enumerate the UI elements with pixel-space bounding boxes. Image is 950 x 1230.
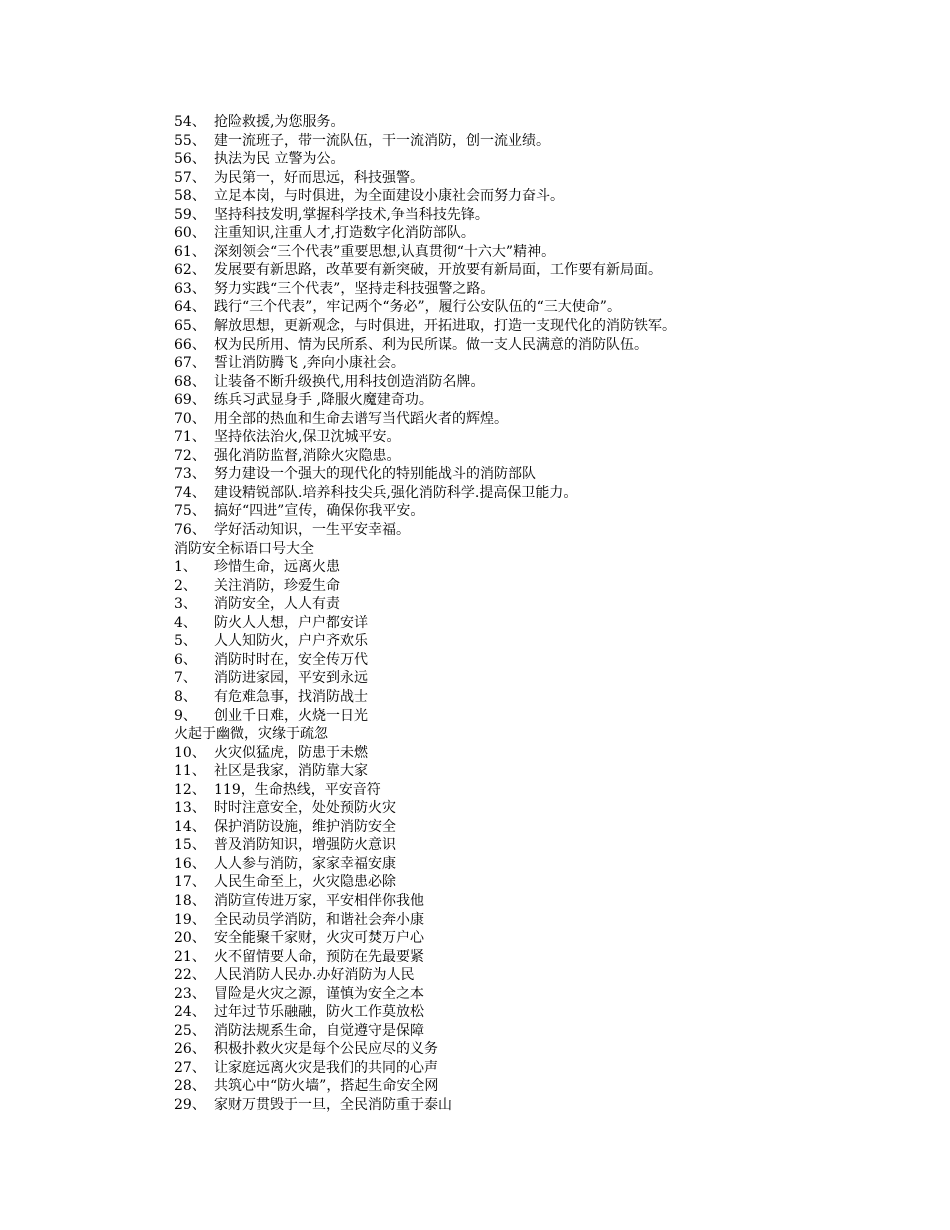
item-text: 为民第一，好而思远，科技强警。 — [214, 169, 424, 186]
item-text: 消防法规系生命，自觉遵守是保障 — [214, 1022, 424, 1039]
list-item — [174, 669, 914, 688]
item-number: 60、 — [174, 225, 206, 242]
item-number: 19、 — [174, 911, 206, 928]
item-number: 72、 — [174, 447, 206, 464]
item-number: 4、 — [174, 614, 197, 631]
item-text: 人民消防人民办.办好消防为人民 — [214, 967, 415, 984]
item-text: 解放思想，更新观念，与时俱进，开拓进取，打造一支现代化的消防铁军。 — [214, 318, 676, 335]
item-number: 58、 — [174, 188, 206, 205]
slogan-list — [174, 113, 914, 1115]
list-item — [174, 298, 914, 317]
list-item — [174, 280, 914, 299]
item-text: 立足本岗，与时俱进，为全面建设小康社会而努力奋斗。 — [214, 188, 564, 205]
item-number: 3、 — [174, 596, 197, 613]
item-number: 9、 — [174, 707, 197, 724]
item-text: 人民生命至上，火灾隐患必除 — [214, 874, 396, 891]
item-text: 积极扑救火灾是每个公民应尽的义务 — [214, 1041, 438, 1058]
item-text: 消防安全，人人有责 — [214, 596, 340, 613]
item-text: 社区是我家，消防靠大家 — [214, 763, 368, 780]
item-number: 28、 — [174, 1078, 206, 1095]
item-text: 注重知识,注重人才,打造数字化消防部队。 — [214, 225, 475, 242]
list-item — [174, 799, 914, 818]
item-text: 共筑心中“防火墙”，搭起生命安全网 — [214, 1078, 439, 1095]
item-text: 建设精锐部队.培养科技尖兵,强化消防科学.提高保卫能力。 — [214, 484, 578, 501]
item-number: 29、 — [174, 1096, 206, 1113]
item-text: 权为民所用、情为民所系、利为民所谋。做一支人民满意的消防队伍。 — [214, 336, 648, 353]
item-number: 67、 — [174, 355, 206, 372]
item-number: 8、 — [174, 688, 197, 705]
list-item — [174, 762, 914, 781]
item-text: 家财万贯毁于一旦，全民消防重于泰山 — [214, 1096, 452, 1113]
item-text: 用全部的热血和生命去谱写当代蹈火者的辉煌。 — [214, 410, 508, 427]
item-number: 69、 — [174, 392, 206, 409]
item-text: 发展要有新思路，改革要有新突破，开放要有新局面，工作要有新局面。 — [214, 262, 662, 279]
item-number: 20、 — [174, 930, 206, 947]
list-item — [174, 187, 914, 206]
list-item — [174, 354, 914, 373]
item-number: 63、 — [174, 280, 206, 297]
item-text: 努力建设一个强大的现代化的特别能战斗的消防部队 — [214, 466, 536, 483]
list-item — [174, 132, 914, 151]
item-text: 抢险救援,为您服务。 — [214, 114, 345, 130]
list-item — [174, 577, 914, 596]
list-item — [174, 558, 914, 577]
item-number: 1、 — [174, 559, 197, 576]
list-item — [174, 892, 914, 911]
item-text: 有危难急事，找消防战士 — [214, 688, 368, 705]
item-text: 誓让消防腾飞 ,奔向小康社会。 — [214, 355, 405, 372]
item-number: 16、 — [174, 855, 206, 872]
item-number: 25、 — [174, 1022, 206, 1039]
list-item — [174, 1003, 914, 1022]
list-item — [174, 744, 914, 763]
item-text: 努力实践“三个代表”，坚持走科技强警之路。 — [214, 280, 495, 297]
list-item — [174, 1077, 914, 1096]
item-number: 23、 — [174, 985, 206, 1002]
item-text: 让家庭远离火灾是我们的共同的心声 — [214, 1059, 438, 1076]
item-number: 68、 — [174, 373, 206, 390]
item-number: 75、 — [174, 503, 206, 520]
list-item — [174, 484, 914, 503]
list-item — [174, 224, 914, 243]
item-text: 消防时时在，安全传万代 — [214, 651, 368, 668]
item-text: 学好活动知识，一生平安幸福。 — [214, 522, 410, 539]
item-text: 坚持科技发明,掌握科学技术,争当科技先锋。 — [214, 206, 489, 223]
item-number: 64、 — [174, 299, 206, 316]
item-text: 践行“三个代表”，牢记两个“务必”，履行公安队伍的“三大使命”。 — [214, 299, 621, 316]
list-item — [174, 966, 914, 985]
list-item — [174, 465, 914, 484]
item-text: 搞好“四进”宣传，确保你我平安。 — [214, 503, 425, 520]
item-number: 76、 — [174, 522, 206, 539]
list-item — [174, 428, 914, 447]
list-item — [174, 261, 914, 280]
item-text: 过年过节乐融融，防火工作莫放松 — [214, 1004, 424, 1021]
item-text: 坚持依法治火,保卫沈城平安。 — [214, 429, 401, 446]
item-number: 2、 — [174, 577, 197, 594]
list-item — [174, 502, 914, 521]
list-item — [174, 855, 914, 874]
list-item — [174, 521, 914, 540]
item-text: 珍惜生命，远离火患 — [214, 559, 340, 576]
item-text: 冒险是火灾之源，谨慎为安全之本 — [214, 985, 424, 1002]
heading-text: 火起于幽微，灾缘于疏忽 — [174, 726, 328, 743]
item-text: 关注消防，珍爱生命 — [214, 577, 340, 594]
item-number: 18、 — [174, 892, 206, 909]
item-number: 13、 — [174, 800, 206, 817]
item-number: 73、 — [174, 466, 206, 483]
item-text: 深刻领会“三个代表”重要思想,认真贯彻“十六大”精神。 — [214, 243, 556, 260]
item-text: 消防进家园，平安到永远 — [214, 670, 368, 687]
list-item — [174, 911, 914, 930]
list-item — [174, 836, 914, 855]
list-item — [174, 985, 914, 1004]
item-number: 66、 — [174, 336, 206, 353]
item-number: 54、 — [174, 114, 206, 130]
list-item — [174, 818, 914, 837]
item-number: 12、 — [174, 781, 206, 798]
item-number: 59、 — [174, 206, 206, 223]
item-number: 17、 — [174, 874, 206, 891]
item-number: 22、 — [174, 967, 206, 984]
item-number: 6、 — [174, 651, 197, 668]
item-text: 强化消防监督,消除火灾隐患。 — [214, 447, 401, 464]
item-text: 消防宣传进万家，平安相伴你我他 — [214, 892, 424, 909]
item-text: 创业千日难，火烧一日光 — [214, 707, 368, 724]
list-item — [174, 373, 914, 392]
item-number: 15、 — [174, 837, 206, 854]
list-item — [174, 948, 914, 967]
item-text: 让装备不断升级换代,用科技创造消防名牌。 — [214, 373, 485, 390]
item-number: 62、 — [174, 262, 206, 279]
list-item — [174, 614, 914, 633]
list-item — [174, 336, 914, 355]
list-item — [174, 651, 914, 670]
item-number: 61、 — [174, 243, 206, 260]
item-text: 时时注意安全，处处预防火灾 — [214, 800, 396, 817]
item-number: 7、 — [174, 670, 197, 687]
section-heading — [174, 725, 914, 744]
list-item — [174, 595, 914, 614]
item-number: 10、 — [174, 744, 206, 761]
item-number: 11、 — [174, 763, 206, 780]
list-item — [174, 169, 914, 188]
item-text: 火灾似猛虎，防患于未燃 — [214, 744, 368, 761]
item-number: 21、 — [174, 948, 206, 965]
list-item — [174, 410, 914, 429]
item-number: 24、 — [174, 1004, 206, 1021]
item-number: 55、 — [174, 132, 206, 149]
list-item — [174, 873, 914, 892]
list-item — [174, 781, 914, 800]
item-text: 执法为民 立警为公。 — [214, 151, 345, 168]
item-number: 71、 — [174, 429, 206, 446]
list-item — [174, 243, 914, 262]
item-number: 57、 — [174, 169, 206, 186]
item-text: 普及消防知识，增强防火意识 — [214, 837, 396, 854]
section-heading — [174, 540, 914, 559]
list-item — [174, 929, 914, 948]
list-item — [174, 317, 914, 336]
item-text: 人人参与消防，家家幸福安康 — [214, 855, 396, 872]
item-text: 安全能聚千家财，火灾可焚万户心 — [214, 930, 424, 947]
item-number: 56、 — [174, 151, 206, 168]
item-number: 5、 — [174, 633, 197, 650]
list-item — [174, 113, 914, 132]
item-number: 14、 — [174, 818, 206, 835]
item-number: 65、 — [174, 318, 206, 335]
list-item — [174, 1040, 914, 1059]
list-item — [174, 1096, 914, 1115]
item-text: 人人知防火，户户齐欢乐 — [214, 633, 368, 650]
item-text: 火不留情要人命，预防在先最要紧 — [214, 948, 424, 965]
list-item — [174, 391, 914, 410]
item-text: 保护消防设施，维护消防安全 — [214, 818, 396, 835]
item-text: 练兵习武显身手 ,降服火魔建奇功。 — [214, 392, 433, 409]
list-item — [174, 1059, 914, 1078]
list-item — [174, 632, 914, 651]
list-item — [174, 206, 914, 225]
list-item — [174, 707, 914, 726]
item-text: 全民动员学消防，和谐社会奔小康 — [214, 911, 424, 928]
list-item — [174, 447, 914, 466]
item-number: 26、 — [174, 1041, 206, 1058]
item-number: 74、 — [174, 484, 206, 501]
list-item — [174, 688, 914, 707]
heading-text: 消防安全标语口号大全 — [174, 540, 314, 557]
list-item — [174, 1022, 914, 1041]
item-text: 119，生命热线，平安音符 — [214, 781, 381, 798]
list-item — [174, 150, 914, 169]
item-text: 防火人人想，户户都安详 — [214, 614, 368, 631]
item-number: 27、 — [174, 1059, 206, 1076]
item-text: 建一流班子，带一流队伍，干一流消防，创一流业绩。 — [214, 132, 550, 149]
item-number: 70、 — [174, 410, 206, 427]
